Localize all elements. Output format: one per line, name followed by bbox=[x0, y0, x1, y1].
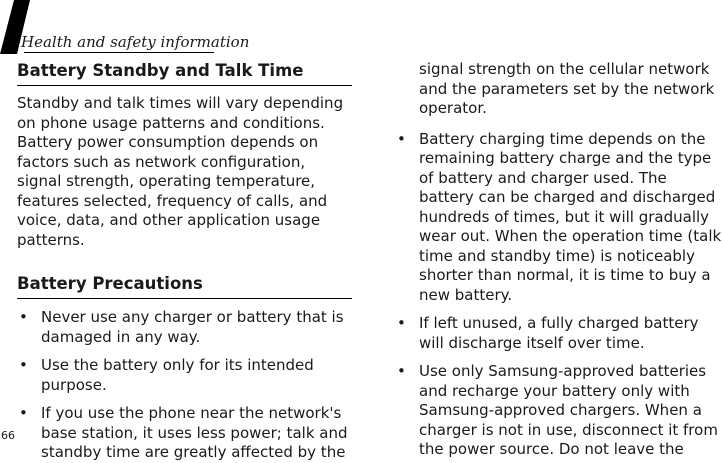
list-item-text: Never use any charger or battery that is damaged in any way. bbox=[41, 308, 344, 346]
list-item bbox=[395, 314, 723, 353]
list-item bbox=[17, 308, 352, 347]
list-item-continuation: signal strength on the cellular network and the parameters set by the network operator. bbox=[419, 60, 715, 117]
bullet-dot: • bbox=[397, 129, 406, 148]
list-item bbox=[17, 356, 352, 395]
list-item-text: Battery charging time depends on the remaining battery charge and the type of battery and charger used. The battery can be charged and discharged hundreds of times, but it will gradually wear out. When the operation time (talk time and standby time) is noticeably shorter than normal, it is time to buy a new battery. bbox=[419, 129, 722, 304]
page-number: 66 bbox=[1, 429, 15, 442]
list-item bbox=[17, 404, 352, 463]
precautions-list-left bbox=[17, 308, 352, 463]
standby-paragraph: Standby and talk times will vary depending on phone usage patterns and conditions. Battery power consumption depends on factors such as network configuration, signal strength, operating temperature, features selected, frequency of calls, and voice, data, and other application usage patterns. bbox=[17, 94, 344, 249]
running-header-title: Health and safety information bbox=[21, 33, 250, 51]
bullet-dot: • bbox=[19, 308, 28, 326]
list-item-text: Use the battery only for its intended purpose. bbox=[41, 356, 314, 394]
list-item bbox=[395, 130, 723, 306]
right-column bbox=[395, 60, 723, 460]
precautions-heading: Battery Precautions bbox=[17, 269, 352, 299]
header-rule bbox=[24, 52, 214, 53]
list-item-text: Use only Samsung-approved batteries and recharge your battery only with Samsung-approved chargers. When a charger is not in use, disconnect it from the power source. Do not leave the bbox=[419, 362, 718, 458]
left-column bbox=[17, 56, 352, 463]
list-item bbox=[395, 362, 723, 460]
precautions-list-right bbox=[395, 130, 723, 460]
bullet-dot: • bbox=[19, 404, 28, 422]
list-item-text: If you use the phone near the network's base station, it uses less power; talk and standby time are greatly affected by the bbox=[41, 404, 348, 461]
bullet-dot: • bbox=[19, 356, 28, 374]
bullet-dot: • bbox=[397, 314, 406, 332]
list-item-text: If left unused, a fully charged battery will discharge itself over time. bbox=[419, 314, 699, 352]
bullet-dot: • bbox=[397, 362, 406, 380]
standby-heading: Battery Standby and Talk Time bbox=[17, 56, 352, 86]
